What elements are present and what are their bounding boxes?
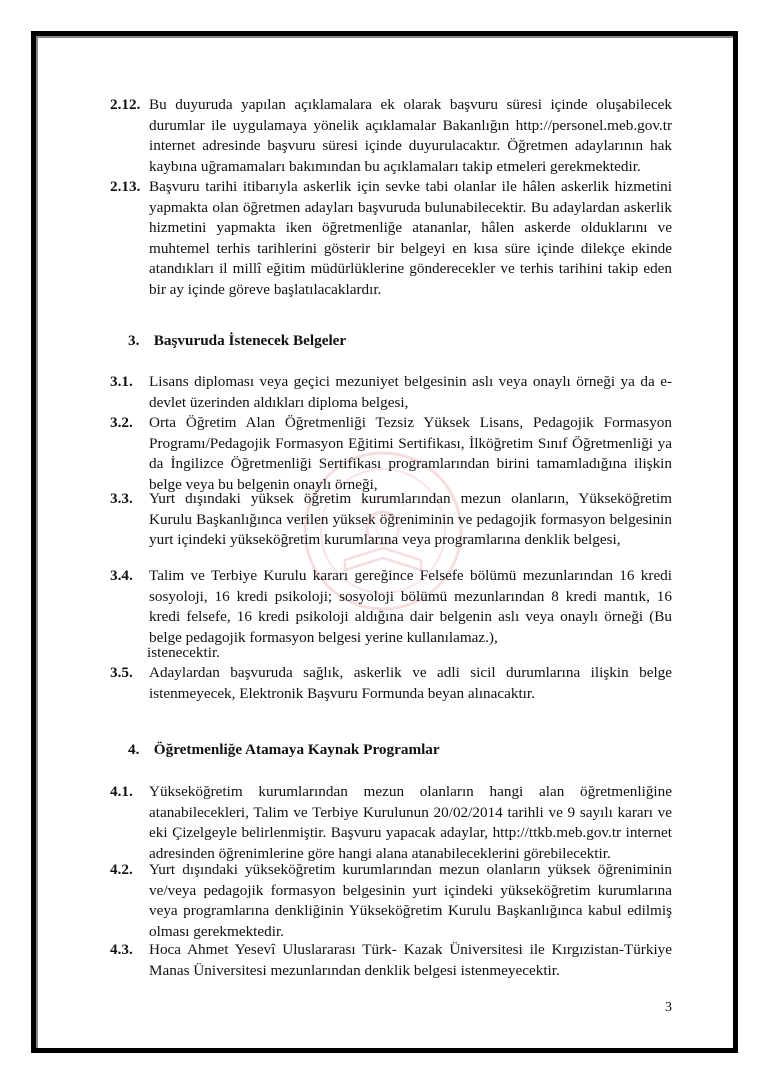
item-text: Başvuru tarihi itibarıyla askerlik için sevke tabi olanlar ile hâlen askerlik hizmetini yapmakta olan öğretmen adayları başvuruda bulunabilecektir. Bu adaylardan askerlik hizmetini yapmakta iken öğretmenliğe atananlar, hâlen askerde olduklarını ve muhtemel terhis tarihlerini gösterir bir belgeyi en kısa süre içinde dilekçe ekinde atandıkları il millî eğitim müdürlüklerine gönderecekler ve terhis tarihini takip eden bir ay içinde göreve başlatılacaklardır.: [149, 178, 672, 298]
item-text: Lisans diploması veya geçici mezuniyet belgesinin aslı veya onaylı örneği ya da e-devlet üzerinden aldıkları diploma belgesi,: [149, 373, 672, 411]
item-number: 3.5.: [110, 664, 133, 681]
item-text: Yurt dışındaki yüksek öğretim kurumlarından mezun olanların, Yükseköğretim Kurulu Başkanlığınca verilen yüksek öğreniminin ve pedagojik formasyon belgesinin yurt içindeki yükseköğretim kurumlarına veya programlarına denklik belgesi,: [149, 490, 672, 549]
list-trailer-text: istenecektir.: [147, 644, 220, 661]
item-text: Orta Öğretim Alan Öğretmenliği Tezsiz Yüksek Lisans, Pedagojik Formasyon Programı/Pedagojik Formasyon Eğitimi Sertifikası, İlköğretim Sınıf Öğretmenliği ya da İngilizce Öğretmenliği Sertifikası programlarından birini tamamladığına ilişkin belge veya bu belgenin onaylı örneği,: [149, 414, 672, 493]
list-item-3-2: [110, 413, 672, 495]
item-number: 3.1.: [110, 373, 133, 390]
item-text: Yükseköğretim kurumlarından mezun olanların hangi alan öğretmenliğine atanabilecekleri, Talim ve Terbiye Kurulunun 20/02/2014 tarihli ve 9 sayılı kararı ve eki Çizelgeyle belirlenmiştir. Başvuru yapacak adaylar, http://ttkb.meb.gov.tr internet adresinden öğrenimlerine göre hangi alana atanabileceklerini görebilecektir.: [149, 783, 672, 862]
page-number: 3: [665, 1000, 672, 1015]
item-number: 4.2.: [110, 861, 133, 878]
list-item-3-5: [110, 663, 672, 704]
item-number: 3.2.: [110, 414, 133, 431]
item-number: 4.1.: [110, 783, 133, 800]
item-text: Yurt dışındaki yükseköğretim kurumlarından mezun olanların yüksek öğreniminin ve/veya pedagojik formasyon belgesinin yurt içindeki yükseköğretim kurumlarına veya programlarına denkliğinin Yükseköğretim Kurulu Başkanlığınca kabul edilmiş olması gerekmektedir.: [149, 861, 672, 940]
item-text: Talim ve Terbiye Kurulu kararı gereğince Felsefe bölümü mezunlarından 16 kredi sosyoloji, 16 kredi psikoloji; sosyoloji bölümü mezunlarından 8 kredi mantık, 16 kredi felsefe, 16 kredi psikoloji aldığına dair belgenin aslı veya onaylı örneği (Bu belge pedagojik formasyon belgesi yerine kullanılamaz.),: [149, 567, 672, 646]
item-number: 3.4.: [110, 567, 133, 584]
section-title: Başvuruda İstenecek Belgeler: [153, 332, 347, 349]
list-item-4-2: [110, 860, 672, 942]
item-text: Bu duyuruda yapılan açıklamalara ek olarak başvuru süresi içinde oluşabilecek durumlar ile uygulamaya yönelik açıklamalar Bakanlığın http://personel.meb.gov.tr internet adresinde başvuru süresi içinde duyurulacaktır. Öğretmen adaylarının hak kaybına uğramamaları bakımından bu açıklamaları takip etmeleri gerekmektedir.: [149, 96, 672, 175]
item-number: 2.13.: [110, 178, 141, 195]
section-number: 3.: [128, 332, 140, 349]
section-number: 4.: [128, 741, 140, 758]
item-number: 4.3.: [110, 941, 133, 958]
item-text: Hoca Ahmet Yesevî Uluslararası Türk- Kazak Üniversitesi ile Kırgızistan-Türkiye Manas Üniversitesi mezunlarından denklik belgesi istenmeyecektir.: [149, 941, 672, 979]
item-text: Adaylardan başvuruda sağlık, askerlik ve adli sicil durumlarına ilişkin belge istenmeyecek, Elektronik Başvuru Formunda beyan alınacaktır.: [149, 664, 672, 702]
list-item-2-12: [110, 95, 672, 177]
list-item-4-3: [110, 940, 672, 981]
item-number: 3.3.: [110, 490, 133, 507]
list-item-3-3: [110, 489, 672, 551]
item-number: 2.12.: [110, 96, 141, 113]
list-item-4-1: [110, 782, 672, 864]
section-heading-4: [128, 740, 440, 760]
section-heading-3: [128, 331, 346, 351]
list-item-3-4: [110, 566, 672, 648]
list-item-2-13: [110, 177, 672, 301]
list-item-3-1: [110, 372, 672, 413]
section-title: Öğretmenliğe Atamaya Kaynak Programlar: [153, 741, 440, 758]
